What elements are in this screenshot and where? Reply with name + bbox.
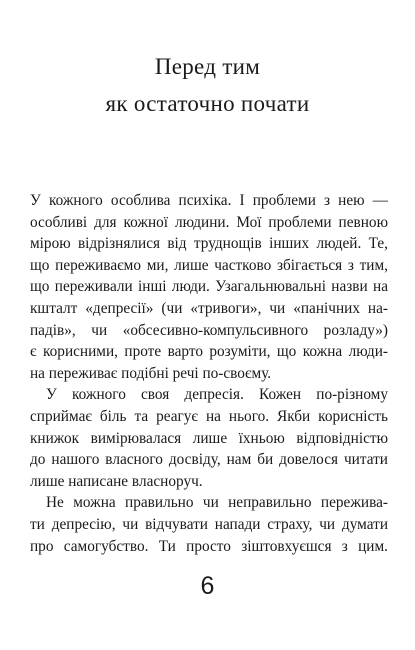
text-line: на переживає подібні речі по-своєму. xyxy=(30,364,272,382)
text-line: є корисними, проте варто розуміти, що кожна люди- xyxy=(30,343,388,361)
text-line: Не можна правильно чи неправильно пережива- xyxy=(46,494,388,512)
chapter-title-line-1: Перед тим xyxy=(154,54,261,79)
chapter-title-line-2: як остаточно почати xyxy=(105,91,310,116)
text-line: сприймає біль та реагує на нього. Якби корисність xyxy=(30,407,388,425)
text-line: особливі для кожної людини. Мої проблеми певною xyxy=(30,213,388,231)
text-line: ти депресію, чи відчувати напади страху, чи думати xyxy=(30,515,388,533)
text-line: лише написане власноруч. xyxy=(30,472,203,490)
text-line: про самогубство. Ти просто зіштовхуєшся з цим. xyxy=(30,537,388,555)
text-line: У кожного своя депресія. Кожен по-різному xyxy=(46,386,388,404)
text-line: мірою відрізнялися від труднощів інших людей. Те, xyxy=(30,235,388,253)
text-line: що переживали інші люди. Узагальнювальні назви на xyxy=(30,278,388,296)
text-line: кшталт «депресії» (чи «тривоги», чи «панічних на- xyxy=(30,299,388,317)
text-line: У кожного особлива психіка. І проблеми з нею — xyxy=(30,192,388,209)
text-line: книжок вимірювалася лише їхньою відповідністю xyxy=(30,429,388,447)
text-line: що переживаємо ми, лише частково збігається з тим, xyxy=(30,256,388,274)
text-line: до нашого власного досвіду, нам би довелося читати xyxy=(30,451,388,469)
page-number: 6 xyxy=(200,572,215,600)
body-text xyxy=(30,190,388,557)
text-line: падів», чи «обсесивно-компульсивного розладу») xyxy=(30,321,388,339)
